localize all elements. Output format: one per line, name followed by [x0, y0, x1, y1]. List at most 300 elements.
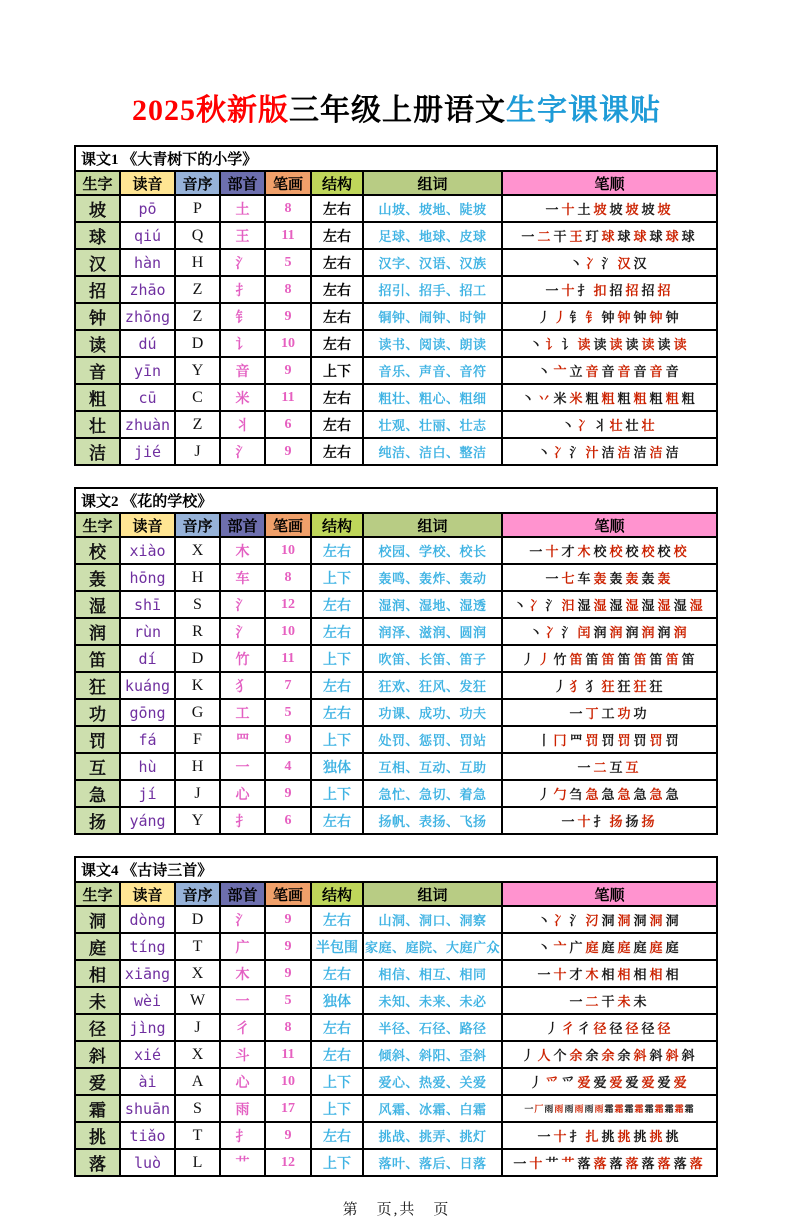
stroke-step: 坡 — [657, 202, 671, 217]
stroke-order-cell — [502, 222, 717, 249]
stroke-step: 丶 — [537, 445, 551, 460]
character-row — [75, 249, 717, 276]
stroke-step: 广 — [569, 940, 583, 955]
stroke-count-cell: 9 — [265, 438, 311, 465]
stroke-step: 二 — [585, 994, 599, 1009]
radical-cell: 竹 — [220, 645, 265, 672]
stroke-step: 二 — [537, 229, 551, 244]
radical-cell: 犭 — [220, 672, 265, 699]
stroke-step: 庭 — [601, 940, 615, 955]
stroke-step: 庭 — [665, 940, 679, 955]
stroke-count-cell: 10 — [265, 618, 311, 645]
stroke-order-cell — [502, 699, 717, 726]
words-cell: 音乐、声音、音符 — [363, 357, 502, 384]
stroke-step: 洞 — [649, 913, 663, 928]
pinyin-cell: hàn — [120, 249, 175, 276]
stroke-step: 校 — [657, 544, 671, 559]
stroke-step: 氵 — [569, 445, 583, 460]
char-cell: 未 — [75, 987, 120, 1014]
structure-cell: 左右 — [311, 438, 363, 465]
alpha-order-cell: J — [175, 1014, 220, 1041]
stroke-step: 冫 — [545, 625, 559, 640]
stroke-step: 霜 — [644, 1103, 654, 1114]
stroke-step: 木 — [585, 967, 599, 982]
stroke-step: 坡 — [593, 202, 607, 217]
stroke-step: 才 — [561, 544, 575, 559]
stroke-step: 十 — [553, 967, 567, 982]
stroke-step: 斜 — [681, 1048, 695, 1063]
words-cell: 互相、互动、互助 — [363, 753, 502, 780]
stroke-count-cell: 5 — [265, 987, 311, 1014]
stroke-step: 二 — [593, 760, 607, 775]
stroke-step: 湿 — [625, 598, 639, 613]
alpha-order-cell: K — [175, 672, 220, 699]
stroke-step: 汨 — [561, 598, 575, 613]
words-cell: 润泽、滋润、圆润 — [363, 618, 502, 645]
stroke-step: 丿 — [537, 787, 551, 802]
char-cell: 坡 — [75, 195, 120, 222]
title-grade-text: 三年级上册语文 — [289, 94, 506, 127]
words-cell: 挑战、挑弄、挑灯 — [363, 1122, 502, 1149]
structure-cell: 左右 — [311, 249, 363, 276]
character-row — [75, 330, 717, 357]
stroke-step: 落 — [657, 1156, 671, 1171]
stroke-count-cell: 8 — [265, 195, 311, 222]
pinyin-cell: zhōng — [120, 303, 175, 330]
structure-cell: 左右 — [311, 222, 363, 249]
alpha-order-cell: X — [175, 537, 220, 564]
radical-cell: 土 — [220, 195, 265, 222]
structure-cell: 左右 — [311, 195, 363, 222]
lesson-caption: 课文1 《大青树下的小学》 — [75, 146, 717, 171]
stroke-step: 木 — [577, 544, 591, 559]
words-cell: 吹笛、长笛、笛子 — [363, 645, 502, 672]
structure-cell: 左右 — [311, 1041, 363, 1068]
pinyin-cell: zhuàn — [120, 411, 175, 438]
char-cell: 互 — [75, 753, 120, 780]
stroke-step: 爱 — [673, 1075, 687, 1090]
stroke-order-cell — [502, 330, 717, 357]
stroke-step: 洞 — [601, 913, 615, 928]
stroke-step: 闰 — [577, 625, 591, 640]
stroke-count-cell: 9 — [265, 933, 311, 960]
stroke-count-cell: 11 — [265, 645, 311, 672]
alpha-order-cell: X — [175, 1041, 220, 1068]
stroke-step: 落 — [625, 1156, 639, 1171]
words-cell: 倾斜、斜阳、歪斜 — [363, 1041, 502, 1068]
stroke-step: 洁 — [601, 445, 615, 460]
stroke-step: 罚 — [665, 733, 679, 748]
stroke-count-cell: 10 — [265, 330, 311, 357]
stroke-step: 斜 — [665, 1048, 679, 1063]
stroke-step: 艹 — [545, 1156, 559, 1171]
stroke-step: 读 — [593, 337, 607, 352]
stroke-count-cell: 12 — [265, 1149, 311, 1176]
col-header-letter: 音序 — [175, 513, 220, 537]
stroke-step: 斜 — [649, 1048, 663, 1063]
structure-cell: 上下 — [311, 564, 363, 591]
stroke-step: 讠 — [545, 337, 559, 352]
stroke-step: 润 — [625, 625, 639, 640]
stroke-step: 厂 — [534, 1103, 544, 1114]
alpha-order-cell: S — [175, 1095, 220, 1122]
char-cell: 罚 — [75, 726, 120, 753]
stroke-step: 余 — [601, 1048, 615, 1063]
stroke-step: 扣 — [593, 283, 607, 298]
stroke-step: 钅 — [569, 310, 583, 325]
stroke-step: 坡 — [625, 202, 639, 217]
alpha-order-cell: T — [175, 1122, 220, 1149]
stroke-step: 丿 — [545, 1021, 559, 1036]
stroke-step: 音 — [585, 364, 599, 379]
char-cell: 轰 — [75, 564, 120, 591]
words-cell: 读书、阅读、朗读 — [363, 330, 502, 357]
stroke-count-cell: 10 — [265, 537, 311, 564]
stroke-step: 汉 — [633, 256, 647, 271]
stroke-step: 相 — [633, 967, 647, 982]
stroke-step: 粗 — [681, 391, 695, 406]
alpha-order-cell: Z — [175, 411, 220, 438]
stroke-step: 湿 — [657, 598, 671, 613]
char-cell: 挑 — [75, 1122, 120, 1149]
stroke-order-cell — [502, 1014, 717, 1041]
alpha-order-cell: T — [175, 933, 220, 960]
stroke-step: 笛 — [681, 652, 695, 667]
structure-cell: 上下 — [311, 357, 363, 384]
stroke-step: 笛 — [617, 652, 631, 667]
alpha-order-cell: H — [175, 753, 220, 780]
stroke-step: 丿 — [537, 310, 551, 325]
stroke-step: 一 — [569, 706, 583, 721]
col-header-order: 笔顺 — [502, 513, 717, 537]
stroke-count-cell: 9 — [265, 1122, 311, 1149]
stroke-step: 坡 — [609, 202, 623, 217]
stroke-step: 爱 — [609, 1075, 623, 1090]
pinyin-cell: yīn — [120, 357, 175, 384]
stroke-step: 读 — [657, 337, 671, 352]
stroke-order-cell — [502, 618, 717, 645]
stroke-step: 彳 — [561, 1021, 575, 1036]
stroke-step: 轰 — [641, 571, 655, 586]
words-cell: 扬帆、表扬、飞扬 — [363, 807, 502, 834]
stroke-step: 丶 — [529, 337, 543, 352]
alpha-order-cell: S — [175, 591, 220, 618]
stroke-step: 径 — [593, 1021, 607, 1036]
stroke-step: 湿 — [609, 598, 623, 613]
stroke-step: 粗 — [617, 391, 631, 406]
structure-cell: 左右 — [311, 618, 363, 645]
stroke-step: 功 — [617, 706, 631, 721]
character-row — [75, 276, 717, 303]
alpha-order-cell: Y — [175, 357, 220, 384]
stroke-order-cell — [502, 303, 717, 330]
stroke-step: 粗 — [601, 391, 615, 406]
stroke-step: 干 — [553, 229, 567, 244]
character-row — [75, 564, 717, 591]
stroke-step: 钟 — [617, 310, 631, 325]
stroke-step: 读 — [609, 337, 623, 352]
stroke-step: 十 — [561, 202, 575, 217]
stroke-step: 未 — [633, 994, 647, 1009]
stroke-step: 壮 — [609, 418, 623, 433]
col-header-words: 组词 — [363, 513, 502, 537]
stroke-step: 球 — [617, 229, 631, 244]
stroke-step: 扌 — [593, 814, 607, 829]
radical-cell: 一 — [220, 753, 265, 780]
stroke-step: 钟 — [601, 310, 615, 325]
stroke-step: 彳 — [577, 1021, 591, 1036]
structure-cell: 左右 — [311, 330, 363, 357]
stroke-step: 球 — [681, 229, 695, 244]
char-cell: 功 — [75, 699, 120, 726]
stroke-count-cell: 6 — [265, 807, 311, 834]
structure-cell: 左右 — [311, 1122, 363, 1149]
pinyin-cell: tíng — [120, 933, 175, 960]
stroke-count-cell: 8 — [265, 564, 311, 591]
stroke-order-cell — [502, 672, 717, 699]
stroke-step: 壮 — [641, 418, 655, 433]
radical-cell: 丬 — [220, 411, 265, 438]
stroke-step: 招 — [657, 283, 671, 298]
words-cell: 风霜、冰霜、白霜 — [363, 1095, 502, 1122]
stroke-step: 润 — [641, 625, 655, 640]
character-row — [75, 438, 717, 465]
char-cell: 粗 — [75, 384, 120, 411]
radical-cell: 车 — [220, 564, 265, 591]
stroke-step: 爫 — [561, 1075, 575, 1090]
alpha-order-cell: Q — [175, 222, 220, 249]
char-cell: 落 — [75, 1149, 120, 1176]
stroke-order-cell — [502, 960, 717, 987]
page-title — [0, 85, 793, 129]
stroke-step: 轰 — [609, 571, 623, 586]
col-header-pinyin: 读音 — [120, 171, 175, 195]
stroke-step: 丿 — [521, 652, 535, 667]
stroke-step: 罚 — [649, 733, 663, 748]
structure-cell: 上下 — [311, 1149, 363, 1176]
stroke-count-cell: 5 — [265, 699, 311, 726]
lesson-tables-container — [74, 145, 793, 1177]
stroke-count-cell: 11 — [265, 1041, 311, 1068]
pinyin-cell: jí — [120, 780, 175, 807]
stroke-step: 王 — [569, 229, 583, 244]
lesson-table — [74, 487, 718, 835]
col-header-pinyin: 读音 — [120, 513, 175, 537]
stroke-step: 润 — [673, 625, 687, 640]
pinyin-cell: shuān — [120, 1095, 175, 1122]
stroke-step: 余 — [585, 1048, 599, 1063]
stroke-count-cell: 12 — [265, 591, 311, 618]
char-cell: 音 — [75, 357, 120, 384]
stroke-step: 艹 — [561, 1156, 575, 1171]
stroke-step: 氵 — [569, 913, 583, 928]
header-row — [75, 513, 717, 537]
character-row — [75, 933, 717, 960]
stroke-step: 霜 — [654, 1103, 664, 1114]
character-row — [75, 906, 717, 933]
radical-cell: 氵 — [220, 618, 265, 645]
stroke-step: 音 — [665, 364, 679, 379]
stroke-order-cell — [502, 987, 717, 1014]
stroke-step: 扌 — [577, 283, 591, 298]
col-header-radical: 部首 — [220, 882, 265, 906]
stroke-step: 急 — [649, 787, 663, 802]
stroke-step: 霜 — [664, 1103, 674, 1114]
stroke-step: 丶 — [521, 391, 535, 406]
stroke-step: 润 — [593, 625, 607, 640]
radical-cell: 讠 — [220, 330, 265, 357]
pinyin-cell: wèi — [120, 987, 175, 1014]
words-cell: 湿润、湿地、湿透 — [363, 591, 502, 618]
structure-cell: 左右 — [311, 699, 363, 726]
stroke-step: 笛 — [601, 652, 615, 667]
radical-cell: 氵 — [220, 591, 265, 618]
radical-cell: 扌 — [220, 276, 265, 303]
stroke-count-cell: 7 — [265, 672, 311, 699]
words-cell: 汉字、汉语、汉族 — [363, 249, 502, 276]
stroke-step: 丶 — [537, 913, 551, 928]
stroke-order-cell — [502, 726, 717, 753]
stroke-step: 罚 — [617, 733, 631, 748]
stroke-step: 爱 — [641, 1075, 655, 1090]
stroke-step: 挑 — [601, 1129, 615, 1144]
alpha-order-cell: Y — [175, 807, 220, 834]
stroke-step: 犭 — [569, 679, 583, 694]
stroke-step: 洁 — [649, 445, 663, 460]
stroke-order-cell — [502, 249, 717, 276]
stroke-step: 洞 — [617, 913, 631, 928]
alpha-order-cell: Z — [175, 276, 220, 303]
stroke-step: 犭 — [585, 679, 599, 694]
char-cell: 庭 — [75, 933, 120, 960]
pinyin-cell: jié — [120, 438, 175, 465]
stroke-step: 挑 — [665, 1129, 679, 1144]
stroke-step: 爱 — [625, 1075, 639, 1090]
stroke-step: 扎 — [585, 1129, 599, 1144]
stroke-order-cell — [502, 1095, 717, 1122]
words-cell: 处罚、惩罚、罚站 — [363, 726, 502, 753]
stroke-step: 才 — [569, 967, 583, 982]
stroke-step: 一 — [561, 814, 575, 829]
pinyin-cell: kuáng — [120, 672, 175, 699]
stroke-order-cell — [502, 1041, 717, 1068]
structure-cell: 独体 — [311, 987, 363, 1014]
radical-cell: 彳 — [220, 1014, 265, 1041]
stroke-step: 扬 — [609, 814, 623, 829]
stroke-step: 七 — [561, 571, 575, 586]
stroke-step: 狂 — [617, 679, 631, 694]
stroke-step: 落 — [641, 1156, 655, 1171]
stroke-step: 招 — [641, 283, 655, 298]
character-row — [75, 303, 717, 330]
stroke-step: 落 — [673, 1156, 687, 1171]
radical-cell: 工 — [220, 699, 265, 726]
stroke-step: 狂 — [633, 679, 647, 694]
stroke-step: 丿 — [521, 1048, 535, 1063]
stroke-order-cell — [502, 438, 717, 465]
stroke-step: 十 — [553, 1129, 567, 1144]
words-cell: 相信、相互、相同 — [363, 960, 502, 987]
stroke-order-cell — [502, 645, 717, 672]
stroke-step: 读 — [577, 337, 591, 352]
character-row — [75, 222, 717, 249]
stroke-step: 氵 — [561, 625, 575, 640]
stroke-step: 汁 — [585, 445, 599, 460]
stroke-count-cell: 17 — [265, 1095, 311, 1122]
char-cell: 招 — [75, 276, 120, 303]
stroke-step: 相 — [665, 967, 679, 982]
stroke-step: 径 — [657, 1021, 671, 1036]
stroke-step: 丬 — [593, 418, 607, 433]
char-cell: 爱 — [75, 1068, 120, 1095]
stroke-step: 一 — [569, 994, 583, 1009]
stroke-step: 扬 — [641, 814, 655, 829]
words-cell: 足球、地球、皮球 — [363, 222, 502, 249]
char-cell: 洁 — [75, 438, 120, 465]
stroke-order-cell — [502, 1122, 717, 1149]
stroke-step: 狂 — [649, 679, 663, 694]
pinyin-cell: jìng — [120, 1014, 175, 1041]
char-cell: 读 — [75, 330, 120, 357]
stroke-order-cell — [502, 1068, 717, 1095]
stroke-step: 丶 — [529, 625, 543, 640]
stroke-step: 校 — [625, 544, 639, 559]
character-row — [75, 1095, 717, 1122]
alpha-order-cell: W — [175, 987, 220, 1014]
alpha-order-cell: L — [175, 1149, 220, 1176]
stroke-step: 读 — [673, 337, 687, 352]
structure-cell: 独体 — [311, 753, 363, 780]
stroke-step: 一 — [545, 571, 559, 586]
char-cell: 霜 — [75, 1095, 120, 1122]
stroke-step: 亠 — [553, 940, 567, 955]
stroke-step: 霜 — [634, 1103, 644, 1114]
stroke-count-cell: 10 — [265, 1068, 311, 1095]
stroke-step: 粗 — [585, 391, 599, 406]
stroke-step: 笛 — [633, 652, 647, 667]
structure-cell: 上下 — [311, 645, 363, 672]
stroke-step: 一 — [577, 760, 591, 775]
pinyin-cell: gōng — [120, 699, 175, 726]
stroke-step: 玎 — [585, 229, 599, 244]
words-cell: 山坡、坡地、陡坡 — [363, 195, 502, 222]
stroke-step: 校 — [673, 544, 687, 559]
char-cell: 润 — [75, 618, 120, 645]
radical-cell: 心 — [220, 1068, 265, 1095]
stroke-step: 功 — [633, 706, 647, 721]
alpha-order-cell: R — [175, 618, 220, 645]
stroke-step: 庭 — [633, 940, 647, 955]
char-cell: 扬 — [75, 807, 120, 834]
structure-cell: 左右 — [311, 807, 363, 834]
radical-cell: 王 — [220, 222, 265, 249]
stroke-step: 十 — [529, 1156, 543, 1171]
stroke-step: 挑 — [649, 1129, 663, 1144]
char-cell: 校 — [75, 537, 120, 564]
col-header-pinyin: 读音 — [120, 882, 175, 906]
stroke-step: 粗 — [633, 391, 647, 406]
stroke-step: 洁 — [665, 445, 679, 460]
stroke-order-cell — [502, 276, 717, 303]
stroke-step: 一 — [529, 544, 543, 559]
pinyin-cell: cū — [120, 384, 175, 411]
stroke-step: 雨 — [594, 1103, 604, 1114]
char-cell: 径 — [75, 1014, 120, 1041]
alpha-order-cell: D — [175, 906, 220, 933]
col-header-structure: 结构 — [311, 513, 363, 537]
stroke-step: 十 — [545, 544, 559, 559]
words-cell: 未知、未来、未必 — [363, 987, 502, 1014]
